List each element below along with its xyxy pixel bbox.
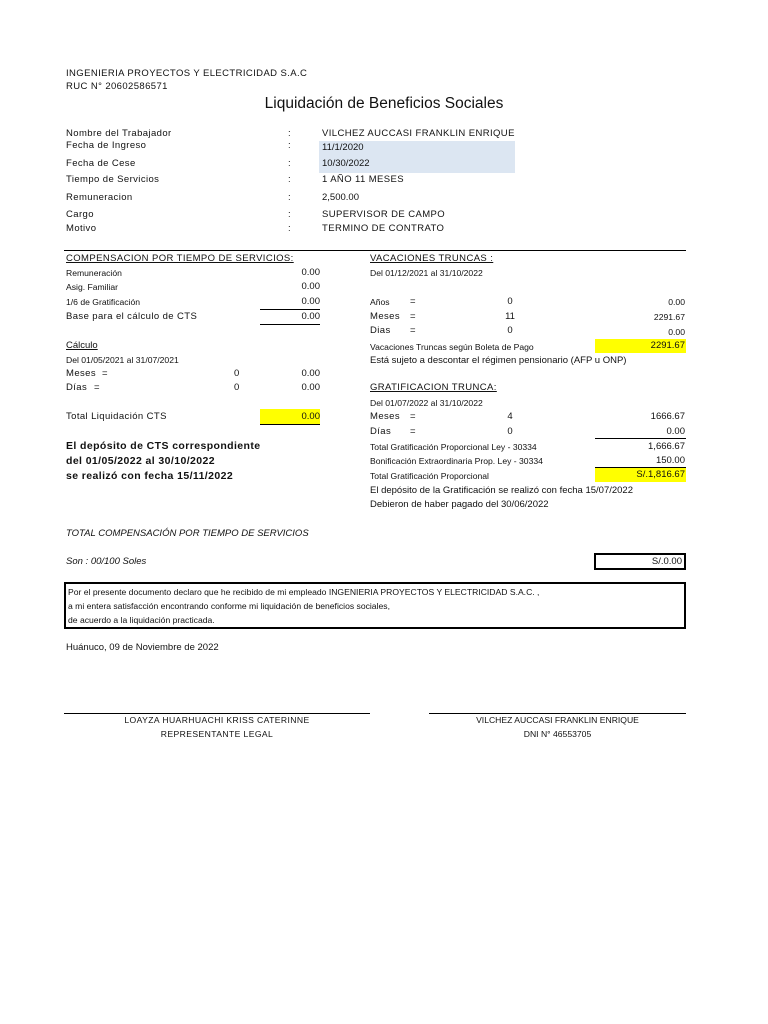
worker-label: Remuneracion: [66, 192, 133, 203]
gratificacion-heading: GRATIFICACION TRUNCA:: [370, 382, 497, 393]
tiempo-servicios: 1 AÑO 11 MESES: [322, 174, 404, 185]
gratificacion-period: Del 01/07/2022 al 31/10/2022: [370, 398, 483, 408]
cts-period: Del 01/05/2021 al 31/07/2021: [66, 355, 179, 365]
page-title: Liquidación de Beneficios Sociales: [264, 95, 504, 112]
grat-total-label: Total Gratificación Proporcional: [370, 471, 489, 481]
vac-row-count: 0: [507, 325, 513, 336]
cts-meses-eq: =: [102, 368, 108, 379]
declaration-line: Por el presente documento declaro que he recibido de mi empleado INGENIERIA PROYECTOS Y ELECTRICIDAD S.A.C. ,: [68, 587, 540, 597]
grat-bonif-value: 150.00: [655, 455, 685, 466]
vac-row-label: Dias: [370, 325, 391, 336]
cts-row-label: Base para el cálculo de CTS: [66, 311, 198, 322]
cargo: SUPERVISOR DE CAMPO: [322, 209, 446, 220]
grat-total-ley-label: Total Gratificación Proporcional Ley - 30334: [370, 442, 537, 452]
cts-row-value: 0.00: [301, 296, 320, 307]
worker-label: Fecha de Ingreso: [66, 140, 147, 151]
cts-dias-eq: =: [94, 382, 100, 393]
worker-sep: :: [288, 209, 291, 220]
cts-row-label: Asig. Familiar: [66, 282, 119, 292]
section-divider: [64, 250, 686, 251]
cts-heading: COMPENSACION POR TIEMPO DE SERVICIOS:: [66, 253, 294, 264]
fecha-ingreso: 11/1/2020: [322, 142, 364, 153]
vac-row-eq: =: [410, 311, 416, 322]
grat-bonif-label: Bonificación Extraordinaria Prop. Ley - 30334: [370, 456, 543, 466]
vac-row-eq: =: [410, 325, 416, 336]
cts-row-label: Remuneración: [66, 268, 122, 278]
grat-meses-count: 4: [507, 411, 513, 422]
cts-dias-value: 0.00: [301, 382, 320, 393]
sum-line: [260, 309, 320, 310]
grat-total-ley-value: 1,666.67: [648, 441, 685, 452]
worker-label: Fecha de Cese: [66, 158, 136, 169]
grat-note: El depósito de la Gratificación se realizó con fecha 15/07/2022: [370, 485, 633, 496]
company-name: INGENIERIA PROYECTOS Y ELECTRICIDAD S.A.C: [66, 68, 308, 79]
sum-line: [260, 324, 320, 325]
sum-line: [260, 424, 320, 425]
worker-sep: :: [288, 140, 291, 151]
declaration-box: [64, 582, 686, 629]
vac-boleta-label: Vacaciones Truncas según Boleta de Pago: [370, 342, 534, 352]
worker-label: Tiempo de Servicios: [66, 174, 160, 185]
total-cts-value: 0.00: [301, 411, 320, 422]
worker-sep: :: [288, 174, 291, 185]
grat-total-value: S/.1,816.67: [636, 469, 685, 480]
vac-row-value: 0.00: [668, 297, 685, 307]
vacaciones-heading: VACACIONES TRUNCAS :: [370, 253, 494, 264]
grat-dias-label: Días: [370, 426, 392, 437]
grat-meses-eq: =: [410, 411, 416, 422]
worker-sep: :: [288, 128, 291, 139]
cts-dias-label: Días: [66, 382, 88, 393]
grat-meses-label: Meses: [370, 411, 400, 422]
place-date: Huánuco, 09 de Noviembre de 2022: [66, 642, 219, 653]
total-cts-heading: TOTAL COMPENSACIÓN POR TIEMPO DE SERVICIOS: [66, 528, 309, 539]
vac-boleta-value: 2291.67: [650, 340, 685, 351]
worker-sep: :: [288, 192, 291, 203]
worker-sep: :: [288, 158, 291, 169]
vac-row-label: Meses: [370, 311, 400, 322]
worker-label: Nombre del Trabajador: [66, 128, 172, 139]
vac-row-count: 0: [507, 296, 513, 307]
worker-label: Cargo: [66, 209, 94, 220]
declaration-line: de acuerdo a la liquidación practicada.: [68, 615, 215, 625]
declaration-line: a mi entera satisfacción encontrando conforme mi liquidación de beneficios sociales,: [68, 601, 390, 611]
worker-name: VILCHEZ AUCCASI FRANKLIN ENRIQUE: [322, 128, 515, 139]
remuneracion: 2,500.00: [322, 192, 359, 203]
grat-dias-value: 0.00: [666, 426, 685, 437]
vac-row-eq: =: [410, 296, 416, 307]
grat-meses-value: 1666.67: [650, 411, 685, 422]
cts-meses-value: 0.00: [301, 368, 320, 379]
vac-row-value: 0.00: [668, 327, 685, 337]
son-label: Son : 00/100 Soles: [66, 556, 147, 567]
vac-row-count: 11: [505, 311, 515, 322]
son-value-box: [594, 553, 686, 570]
son-value: S/.0.00: [651, 556, 682, 567]
signature-name-right: VILCHEZ AUCCASI FRANKLIN ENRIQUE: [476, 715, 639, 725]
vac-note: Está sujeto a descontar el régimen pensionario (AFP u ONP): [370, 355, 627, 366]
vac-row-value: 2291.67: [653, 312, 685, 322]
cts-row-value: 0.00: [301, 311, 320, 322]
cts-deposit-note: El depósito de CTS correspondiente: [66, 440, 261, 452]
fecha-cese: 10/30/2022: [322, 158, 370, 169]
cts-deposit-note: del 01/05/2022 al 30/10/2022: [66, 455, 215, 467]
worker-label: Motivo: [66, 223, 97, 234]
worker-sep: :: [288, 223, 291, 234]
signature-role-right: DNI N° 46553705: [523, 729, 592, 739]
cts-dias-count: 0: [234, 382, 240, 393]
cts-row-value: 0.00: [301, 267, 320, 278]
vacaciones-period: Del 01/12/2021 al 31/10/2022: [370, 268, 483, 278]
grat-dias-count: 0: [507, 426, 513, 437]
total-cts-label: Total Liquidación CTS: [66, 411, 167, 422]
motivo: TERMINO DE CONTRATO: [322, 223, 445, 234]
calculo-heading: Cálculo: [66, 340, 98, 351]
cts-deposit-note: se realizó con fecha 15/11/2022: [66, 470, 234, 482]
cts-row-label: 1/6 de Gratificación: [66, 297, 141, 307]
company-ruc: RUC N° 20602586571: [66, 81, 168, 92]
signature-role-left: REPRESENTANTE LEGAL: [160, 729, 274, 739]
cts-meses-count: 0: [234, 368, 240, 379]
grat-dias-eq: =: [410, 426, 416, 437]
cts-meses-label: Meses: [66, 368, 96, 379]
signature-name-left: LOAYZA HUARHUACHI KRISS CATERINNE: [124, 715, 310, 725]
vac-row-label: Años: [370, 297, 390, 307]
cts-row-value: 0.00: [301, 281, 320, 292]
grat-note: Debieron de haber pagado del 30/06/2022: [370, 499, 549, 510]
sum-line: [595, 438, 686, 439]
